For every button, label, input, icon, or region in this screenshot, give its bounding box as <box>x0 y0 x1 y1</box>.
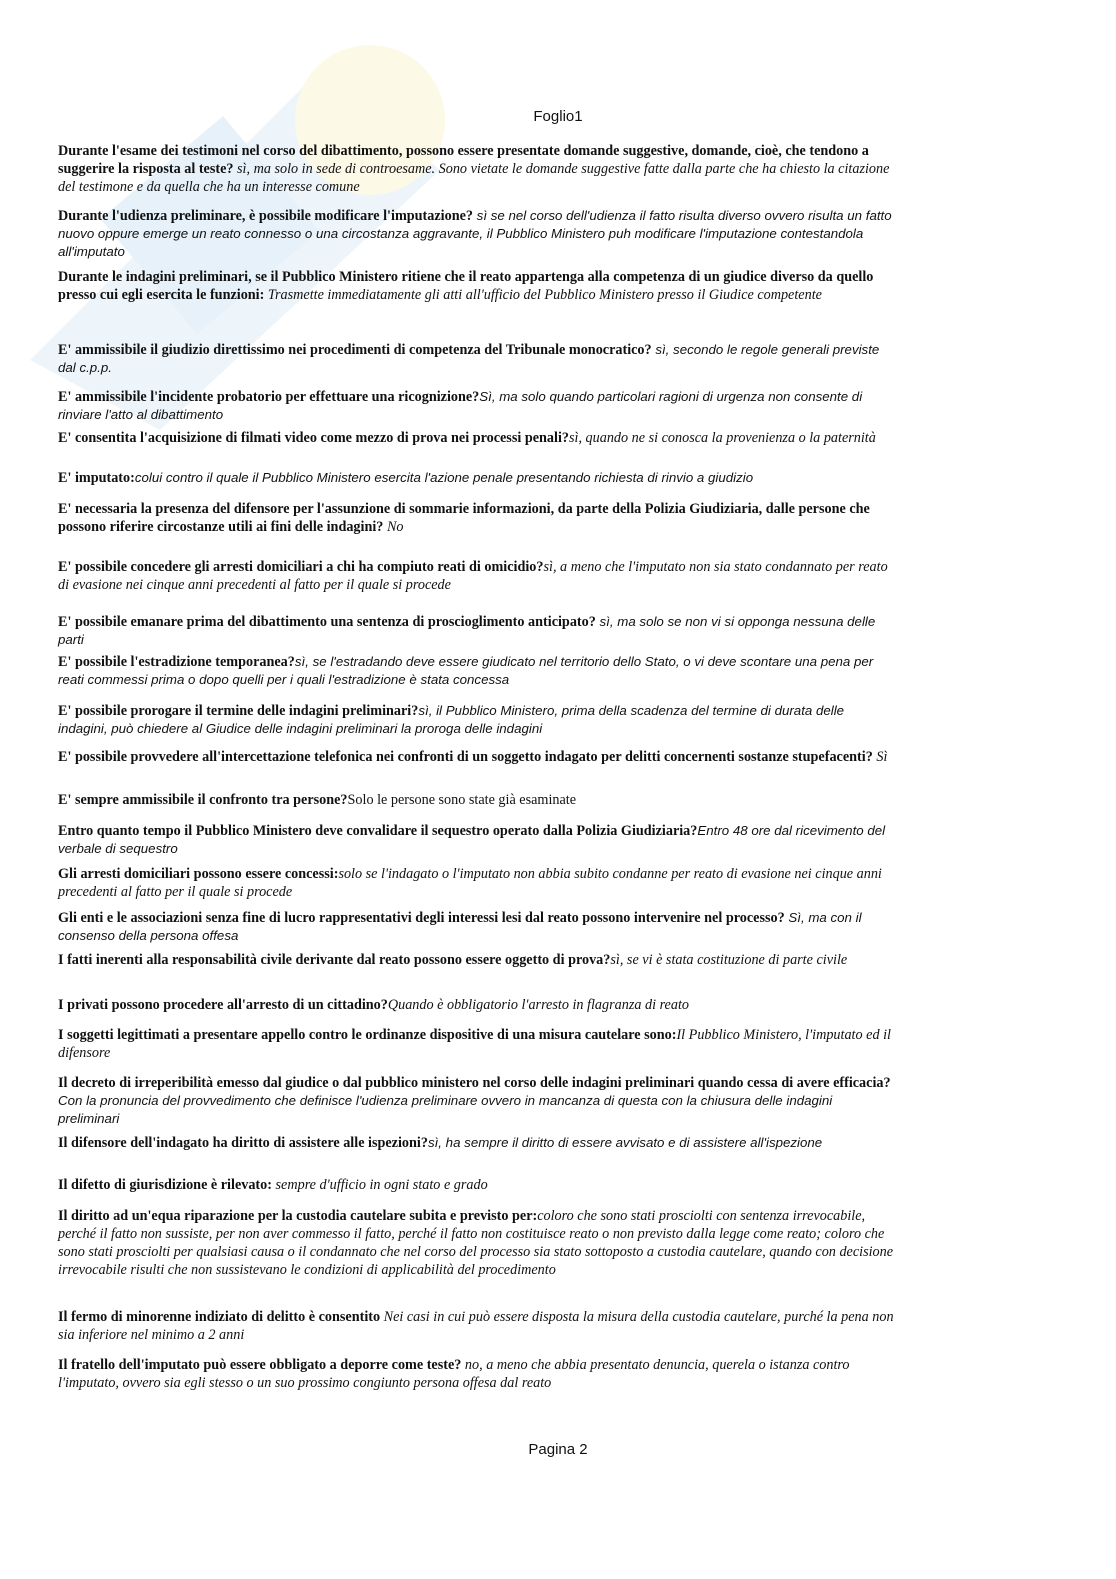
answer: sempre d'ufficio in ogni stato e grado <box>271 1177 488 1193</box>
question: Gli arresti domiciliari possono essere concessi: <box>58 866 339 882</box>
answer: sì, ha sempre il diritto di essere avvisato e di assistere all'ispezione <box>427 1135 823 1150</box>
question: E' possibile l'estradizione temporanea? <box>58 654 295 670</box>
answer: sì, quando ne si conosca la provenienza o la paternità <box>569 430 876 446</box>
question: E' imputato: <box>58 470 135 486</box>
qa-entry <box>58 1026 896 1062</box>
question: I soggetti legittimati a presentare appello contro le ordinanze dispositive di una misura cautelare sono: <box>58 1027 677 1043</box>
qa-entry <box>58 469 896 487</box>
qa-entry <box>58 268 896 304</box>
question: Gli enti e le associazioni senza fine di lucro rappresentativi degli interessi lesi dal reato possono intervenire nel processo? <box>58 910 785 926</box>
qa-entry <box>58 1308 896 1344</box>
answer: sì, se vi è stata costituzione di parte civile <box>610 952 848 968</box>
qa-entry <box>58 1134 896 1152</box>
answer: Solo le persone sono state già esaminate <box>347 792 577 808</box>
answer: Sì <box>872 749 888 765</box>
question: Durante l'udienza preliminare, è possibile modificare l'imputazione? <box>58 208 473 224</box>
qa-entry <box>58 951 896 969</box>
answer: no, a meno che abbia presentato denuncia, querela o istanza contro l'imputato, ovvero sia egli stesso o un suo prossimo congiunto persona offesa dal reato <box>58 1357 850 1391</box>
answer: Trasmette immediatamente gli atti all'ufficio del Pubblico Ministero presso il Giudice competente <box>264 287 822 303</box>
question: Il decreto di irreperibilità emesso dal giudice o dal pubblico ministero nel corso delle indagini preliminari quando cessa di avere efficacia? <box>58 1075 891 1091</box>
question: E' ammissibile l'incidente probatorio per effettuare una ricognizione? <box>58 389 480 405</box>
question: E' consentita l'acquisizione di filmati video come mezzo di prova nei processi penali? <box>58 430 569 446</box>
qa-entry <box>58 702 896 738</box>
qa-entry <box>58 865 896 901</box>
question: Il fermo di minorenne indiziato di delitto è consentito <box>58 1309 381 1325</box>
qa-entry <box>58 207 896 261</box>
qa-entry <box>58 558 896 594</box>
qa-entry <box>58 613 896 649</box>
question: E' ammissibile il giudizio direttissimo nei procedimenti di competenza del Tribunale monocratico? <box>58 342 652 358</box>
answer: Sì, ma con il consenso della persona offesa <box>58 910 862 943</box>
answer: No <box>383 519 404 535</box>
question: Il difensore dell'indagato ha diritto di assistere alle ispezioni? <box>58 1135 428 1151</box>
question: E' possibile prorogare il termine delle indagini preliminari? <box>58 703 419 719</box>
qa-entry <box>58 748 896 766</box>
qa-entry <box>58 1176 896 1194</box>
qa-entry <box>58 500 896 536</box>
answer: Entro 48 ore dal ricevimento del verbale di sequestro <box>58 823 886 856</box>
answer: Quando è obbligatorio l'arresto in flagranza di reato <box>387 997 689 1013</box>
page-number: Pagina 2 <box>528 1441 588 1458</box>
question: Durante l'esame dei testimoni nel corso del dibattimento, possono essere presentate domande suggestive, domande, cioè, che tendono a suggerire la risposta al teste? <box>58 143 869 177</box>
question: Il difetto di giurisdizione è rilevato: <box>58 1177 272 1193</box>
answer: solo se l'indagato o l'imputato non abbia subito condanne per reato di evasione nei cinque anni precedenti al fatto per il quale si procede <box>58 866 882 900</box>
question: Entro quanto tempo il Pubblico Ministero deve convalidare il sequestro operato dalla Polizia Giudiziaria? <box>58 823 698 839</box>
qa-entry <box>58 822 896 858</box>
qa-entry <box>58 791 896 809</box>
answer: sì, se l'estradando deve essere giudicato nel territorio dello Stato, o vi deve scontare una pena per reati commessi prima o dopo quelli per i quali l'estradizione è stata concessa <box>58 654 874 687</box>
answer: sì, il Pubblico Ministero, prima della scadenza del termine di durata delle indagini, può chiedere al Giudice delle indagini preliminari la proroga delle indagini <box>58 703 845 736</box>
qa-entry <box>58 429 896 447</box>
answer: Sì, ma solo quando particolari ragioni di urgenza non consente di rinviare l'atto al dibattimento <box>58 389 863 422</box>
answer: coloro che sono stati prosciolti con sentenza irrevocabile, perché il fatto non sussiste, per non aver commesso il fatto, perché il fatto non costituisce reato o non previsto dalla legge come reato; coloro che sono stati prosciolti per qualsiasi causa o il condannato che nel corso del processo sia stato sottoposto a custodia cautelare, quando con decisione irrevocabile risulti che non sussistevano le condizioni di applicabilità del procedimento <box>58 1208 894 1278</box>
answer: Con la pronuncia del provvedimento che definisce l'udienza preliminare ovvero in mancanza di questa con la chiusura delle indagini preliminari <box>58 1093 833 1126</box>
qa-entry <box>58 341 896 377</box>
question: I privati possono procedere all'arresto di un cittadino? <box>58 997 388 1013</box>
answer: Nei casi in cui può essere disposta la misura della custodia cautelare, purché la pena non sia inferiore nel minimo a 2 anni <box>58 1309 894 1343</box>
qa-entry <box>58 1207 896 1279</box>
answer: sì, ma solo in sede di controesame. Sono vietate le domande suggestive fatte dalla parte che ha chiesto la citazione del testimone e da quella che ha un interesse comune <box>58 161 890 195</box>
qa-entry <box>58 1356 896 1392</box>
answer: Il Pubblico Ministero, l'imputato ed il difensore <box>58 1027 891 1061</box>
answer: colui contro il quale il Pubblico Ministero esercita l'azione penale presentando richiesta di rinvio a giudizio <box>134 470 754 485</box>
question: E' sempre ammissibile il confronto tra persone? <box>58 792 348 808</box>
qa-entry <box>58 909 896 945</box>
qa-entry <box>58 388 896 424</box>
qa-entry <box>58 1074 896 1128</box>
question: E' possibile concedere gli arresti domiciliari a chi ha compiuto reati di omicidio? <box>58 559 544 575</box>
qa-entry <box>58 142 896 196</box>
answer: sì se nel corso dell'udienza il fatto risulta diverso ovvero risulta un fatto nuovo oppure emerge un reato connesso o una circostanza aggravante, il Pubblico Ministero puh modificare l'imputazione contestandola all'imputato <box>58 208 892 259</box>
sheet-title: Foglio1 <box>533 108 583 125</box>
question: E' possibile emanare prima del dibattimento una sentenza di proscioglimento anticipato? <box>58 614 596 630</box>
qa-entry <box>58 653 896 689</box>
question: E' necessaria la presenza del difensore per l'assunzione di sommarie informazioni, da parte della Polizia Giudiziaria, dalle persone che possono riferire circostanze utili ai fini delle indagini? <box>58 501 870 535</box>
qa-entry <box>58 996 896 1014</box>
question: E' possibile provvedere all'intercettazione telefonica nei confronti di un soggetto indagato per delitti concernenti sostanze stupefacenti? <box>58 749 873 765</box>
question: Il diritto ad un'equa riparazione per la custodia cautelare subita e previsto per: <box>58 1208 538 1224</box>
answer: sì, secondo le regole generali previste dal c.p.p. <box>58 342 880 375</box>
answer: sì, a meno che l'imputato non sia stato condannato per reato di evasione nei cinque anni precedenti al fatto per il quale si procede <box>58 559 888 593</box>
answer: sì, ma solo se non vi si opponga nessuna delle parti <box>58 614 876 647</box>
question: Durante le indagini preliminari, se il Pubblico Ministero ritiene che il reato appartenga alla competenza di un giudice diverso da quello presso cui egli esercita le funzioni: <box>58 269 874 303</box>
question: I fatti inerenti alla responsabilità civile derivante dal reato possono essere oggetto di prova? <box>58 952 611 968</box>
question: Il fratello dell'imputato può essere obbligato a deporre come teste? <box>58 1357 462 1373</box>
